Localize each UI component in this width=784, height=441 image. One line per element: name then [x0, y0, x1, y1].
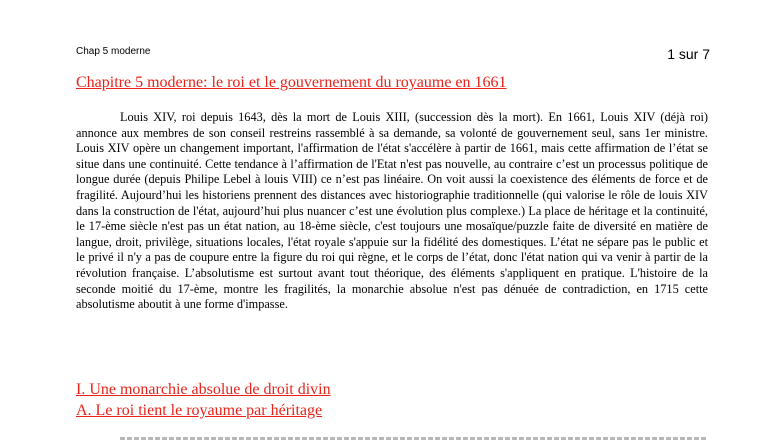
- section-heading-1: I. Une monarchie absolue de droit divin: [76, 381, 331, 398]
- subsection-heading-a: A. Le roi tient le royaume par héritage: [76, 402, 323, 419]
- chapter-title: Chapitre 5 moderne: le roi et le gouvernement du royaume en 1661: [76, 74, 507, 91]
- running-head: Chap 5 moderne: [76, 46, 151, 57]
- page-number: 1 sur 7: [667, 46, 710, 62]
- cut-off-text-line: [120, 437, 708, 440]
- body-paragraph: Louis XIV, roi depuis 1643, dès la mort de Louis XIII, (succession dès la mort). En 1661, Louis XIV (déjà roi) annonce aux membres de son conseil restreins rassemblé à sa demande, sa volonté de gouvernement seul, sans 1er ministre. Louis XIV opère un changement important, l'affirmation de l'état s'accélère à partir de 1661, mais cette affirmation de l’état se situe dans une continuité. Cette tendance à l’affirmation de l'Etat n'est pas nouvelle, au contraire c’est un processus politique de longue durée (depuis Philipe Lebel à louis VIII) ce n’est pas linéaire. On voit aussi la coexistence des éléments de force et de fragilité. Aujourd’hui les historiens prennent des distances avec historiographie traditionnelle (qui valorise le rôle de louis XIV dans la construction de l'état, aujourd’hui plus nuancer c’est une évolution plus complexe.) La place de héritage et la continuité, le 17-ème siècle n'est pas un état nation, au 18-ème siècle, c'est toujours une mosaïque/puzzle faite de diversité en matière de langue, droit, privilège, situations locales, l'état royale s'appuie sur la fidélité des domestiques. L’état ne sépare pas le public et le privé il n'y a pas de coupure entre la figure du roi qui règne, et le corps de l’état, donc l'état nation qui va venir à partir de la révolution française. L’absolutisme est surtout avant tout théorique, des éléments s'appliquent en pratique. L'histoire de la seconde moitié du 17-ème, montre les fragilités, la monarchie absolue n'est pas dénuée de contradiction, en 1715 cette absolutisme aboutit à une forme d'impasse.: [76, 110, 708, 312]
